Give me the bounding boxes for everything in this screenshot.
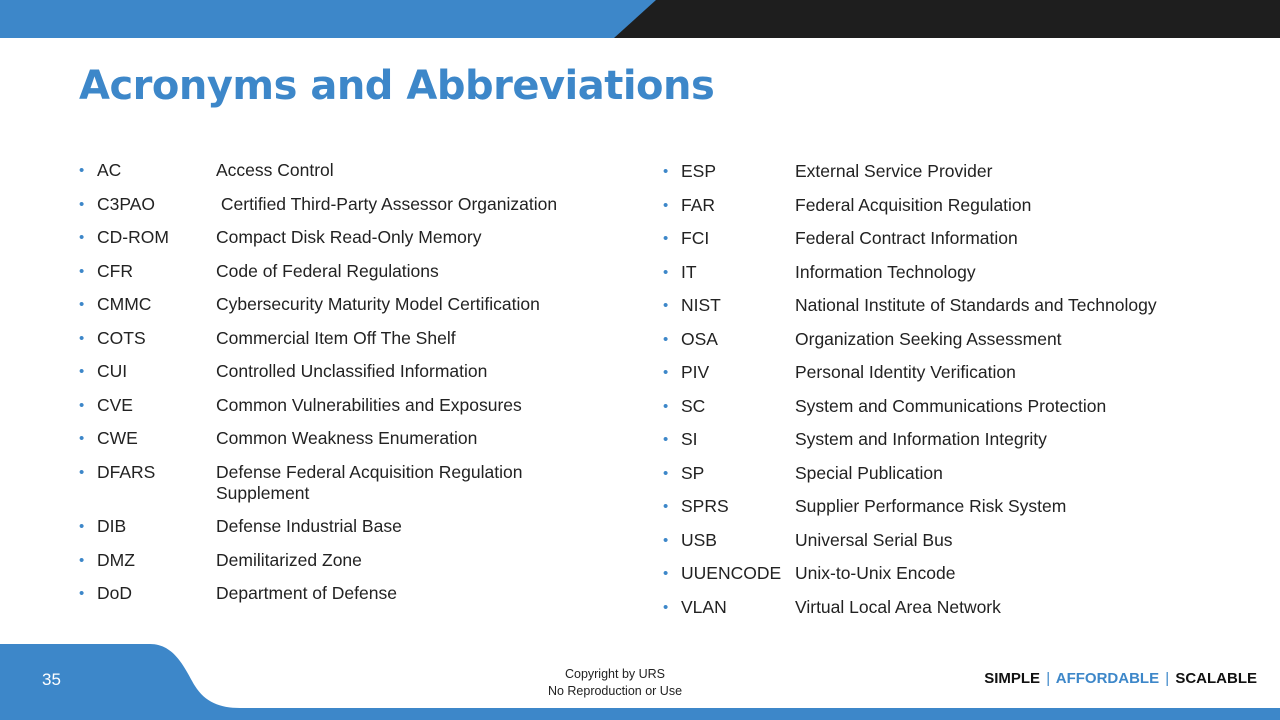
acronym-abbr: ESP — [681, 161, 717, 181]
bullet-icon: • — [79, 551, 85, 569]
acronym-abbr: USB — [681, 529, 717, 550]
bullet-icon: • — [663, 330, 669, 348]
acronym-abbr: VLAN — [681, 596, 727, 617]
bullet-icon: • — [79, 329, 85, 347]
acronym-definition: Defense Industrial Base — [216, 516, 402, 536]
acronym-abbr: COTS — [97, 327, 146, 348]
bullet-icon: • — [663, 263, 669, 281]
acronym-abbr: C3PAO — [97, 193, 156, 214]
bullet-icon: • — [79, 585, 85, 602]
bullet-icon: • — [663, 431, 669, 448]
acronym-row — [79, 261, 619, 282]
bullet-icon: • — [663, 498, 669, 515]
acronym-row — [663, 228, 1243, 249]
acronym-row — [79, 227, 619, 248]
acronym-abbr: UUENCODE — [681, 563, 782, 583]
acronym-definition: Common Vulnerabilities and Exposures — [216, 394, 522, 415]
bullet-icon: • — [663, 163, 669, 180]
acronym-row — [79, 550, 619, 571]
acronym-abbr: DMZ — [97, 549, 135, 570]
acronym-definition: Unix-to-Unix Encode — [795, 563, 956, 583]
acronym-abbr: CD-ROM — [97, 227, 169, 247]
page-number: 35 — [42, 670, 61, 689]
acronym-abbr: IT — [681, 261, 697, 282]
acronym-abbr: DFARS — [97, 461, 156, 482]
bullet-icon: • — [79, 430, 85, 447]
acronym-abbr: OSA — [681, 328, 718, 349]
tagline-separator: | — [1046, 670, 1051, 687]
acronym-abbr: CVE — [97, 394, 133, 415]
acronym-definition: Information Technology — [795, 261, 976, 282]
copyright-line-1: Copyright by URS — [564, 667, 666, 681]
acronym-row — [79, 361, 619, 382]
acronym-row — [79, 462, 619, 504]
acronym-row — [663, 463, 1243, 484]
acronym-definition: Common Weakness Enumeration — [216, 428, 478, 448]
acronym-abbr: SI — [681, 429, 698, 449]
acronym-definition: Personal Identity Verification — [795, 362, 1016, 382]
bullet-icon: • — [79, 396, 85, 414]
acronym-definition: Defense Federal Acquisition Regulation Supplement — [216, 461, 528, 503]
acronym-abbr: CWE — [97, 428, 138, 448]
acronym-abbr: DIB — [97, 516, 127, 536]
acronym-definition: Certified Third-Party Assessor Organization — [216, 193, 558, 214]
acronym-abbr: SC — [681, 395, 706, 416]
acronym-abbr: CUI — [97, 361, 128, 381]
acronym-definition: System and Communications Protection — [795, 395, 1107, 416]
acronym-definition: Cybersecurity Maturity Model Certification — [216, 294, 540, 314]
acronym-definition: Special Publication — [795, 462, 943, 483]
acronym-definition: Virtual Local Area Network — [795, 596, 1001, 617]
acronym-definition: Code of Federal Regulations — [216, 260, 439, 281]
bullet-icon: • — [663, 531, 669, 549]
acronym-row — [79, 328, 619, 349]
acronym-definition: System and Information Integrity — [795, 429, 1047, 449]
acronym-definition: Federal Contract Information — [795, 228, 1018, 248]
acronym-abbr: FAR — [681, 194, 716, 215]
acronym-definition: Federal Acquisition Regulation — [795, 194, 1032, 215]
bullet-icon: • — [79, 262, 85, 280]
copyright-line-2: No Reproduction or Use — [547, 684, 683, 698]
acronym-definition: Supplier Performance Risk System — [795, 496, 1067, 516]
acronym-abbr: AC — [97, 160, 122, 180]
tagline-simple: SIMPLE — [984, 670, 1041, 687]
acronym-row — [663, 161, 1243, 182]
bullet-icon: • — [663, 565, 669, 582]
acronym-definition: Demilitarized Zone — [216, 549, 362, 570]
acronym-row — [663, 362, 1243, 383]
page-title: Acronyms and Abbreviations — [79, 63, 715, 109]
acronym-row — [663, 530, 1243, 551]
bullet-icon: • — [663, 598, 669, 616]
acronym-definition: External Service Provider — [795, 161, 993, 181]
tagline — [984, 670, 1257, 687]
bullet-icon: • — [663, 364, 669, 381]
acronym-row — [79, 395, 619, 416]
acronym-row — [663, 262, 1243, 283]
bullet-icon: • — [79, 195, 85, 213]
acronym-row — [663, 597, 1243, 618]
acronym-definition: Compact Disk Read-Only Memory — [216, 227, 482, 247]
acronym-row — [663, 295, 1243, 316]
acronym-row — [663, 329, 1243, 350]
acronym-row — [663, 563, 1243, 584]
acronym-abbr: FCI — [681, 228, 710, 248]
acronym-row — [79, 583, 619, 604]
acronym-abbr: CFR — [97, 260, 133, 281]
bullet-icon: • — [663, 196, 669, 214]
acronym-row — [79, 516, 619, 537]
acronym-definition: National Institute of Standards and Technology — [795, 295, 1157, 315]
acronym-definition: Controlled Unclassified Information — [216, 361, 488, 381]
bullet-icon: • — [79, 162, 85, 179]
bullet-icon: • — [79, 463, 85, 481]
acronym-definition: Organization Seeking Assessment — [795, 328, 1062, 349]
bullet-icon: • — [79, 296, 85, 313]
acronym-abbr: DoD — [97, 583, 133, 603]
acronym-row — [79, 160, 619, 181]
acronym-abbr: PIV — [681, 362, 710, 382]
bullet-icon: • — [79, 229, 85, 246]
acronym-row — [663, 496, 1243, 517]
bullet-icon: • — [79, 363, 85, 380]
acronym-definition: Commercial Item Off The Shelf — [216, 327, 456, 348]
acronym-row — [663, 429, 1243, 450]
acronym-list-right — [663, 161, 1243, 630]
bullet-icon: • — [663, 297, 669, 314]
acronym-row — [79, 194, 619, 215]
acronym-abbr: NIST — [681, 295, 721, 315]
acronym-row — [79, 428, 619, 449]
acronym-abbr: SPRS — [681, 496, 729, 516]
acronym-row — [663, 195, 1243, 216]
acronym-definition: Department of Defense — [216, 583, 397, 603]
acronym-definition: Universal Serial Bus — [795, 529, 953, 550]
acronym-list-left — [79, 160, 619, 617]
acronym-definition: Access Control — [216, 160, 334, 180]
tagline-affordable: AFFORDABLE — [1055, 670, 1160, 687]
acronym-row — [79, 294, 619, 315]
bullet-icon: • — [663, 464, 669, 482]
bullet-icon: • — [79, 518, 85, 535]
tagline-separator: | — [1165, 670, 1170, 687]
acronym-row — [663, 396, 1243, 417]
tagline-scalable: SCALABLE — [1175, 670, 1257, 687]
copyright-notice — [515, 666, 715, 700]
header-band — [0, 0, 1280, 38]
acronym-abbr: CMMC — [97, 294, 152, 314]
acronym-abbr: SP — [681, 462, 705, 483]
bullet-icon: • — [663, 230, 669, 247]
bullet-icon: • — [663, 397, 669, 415]
